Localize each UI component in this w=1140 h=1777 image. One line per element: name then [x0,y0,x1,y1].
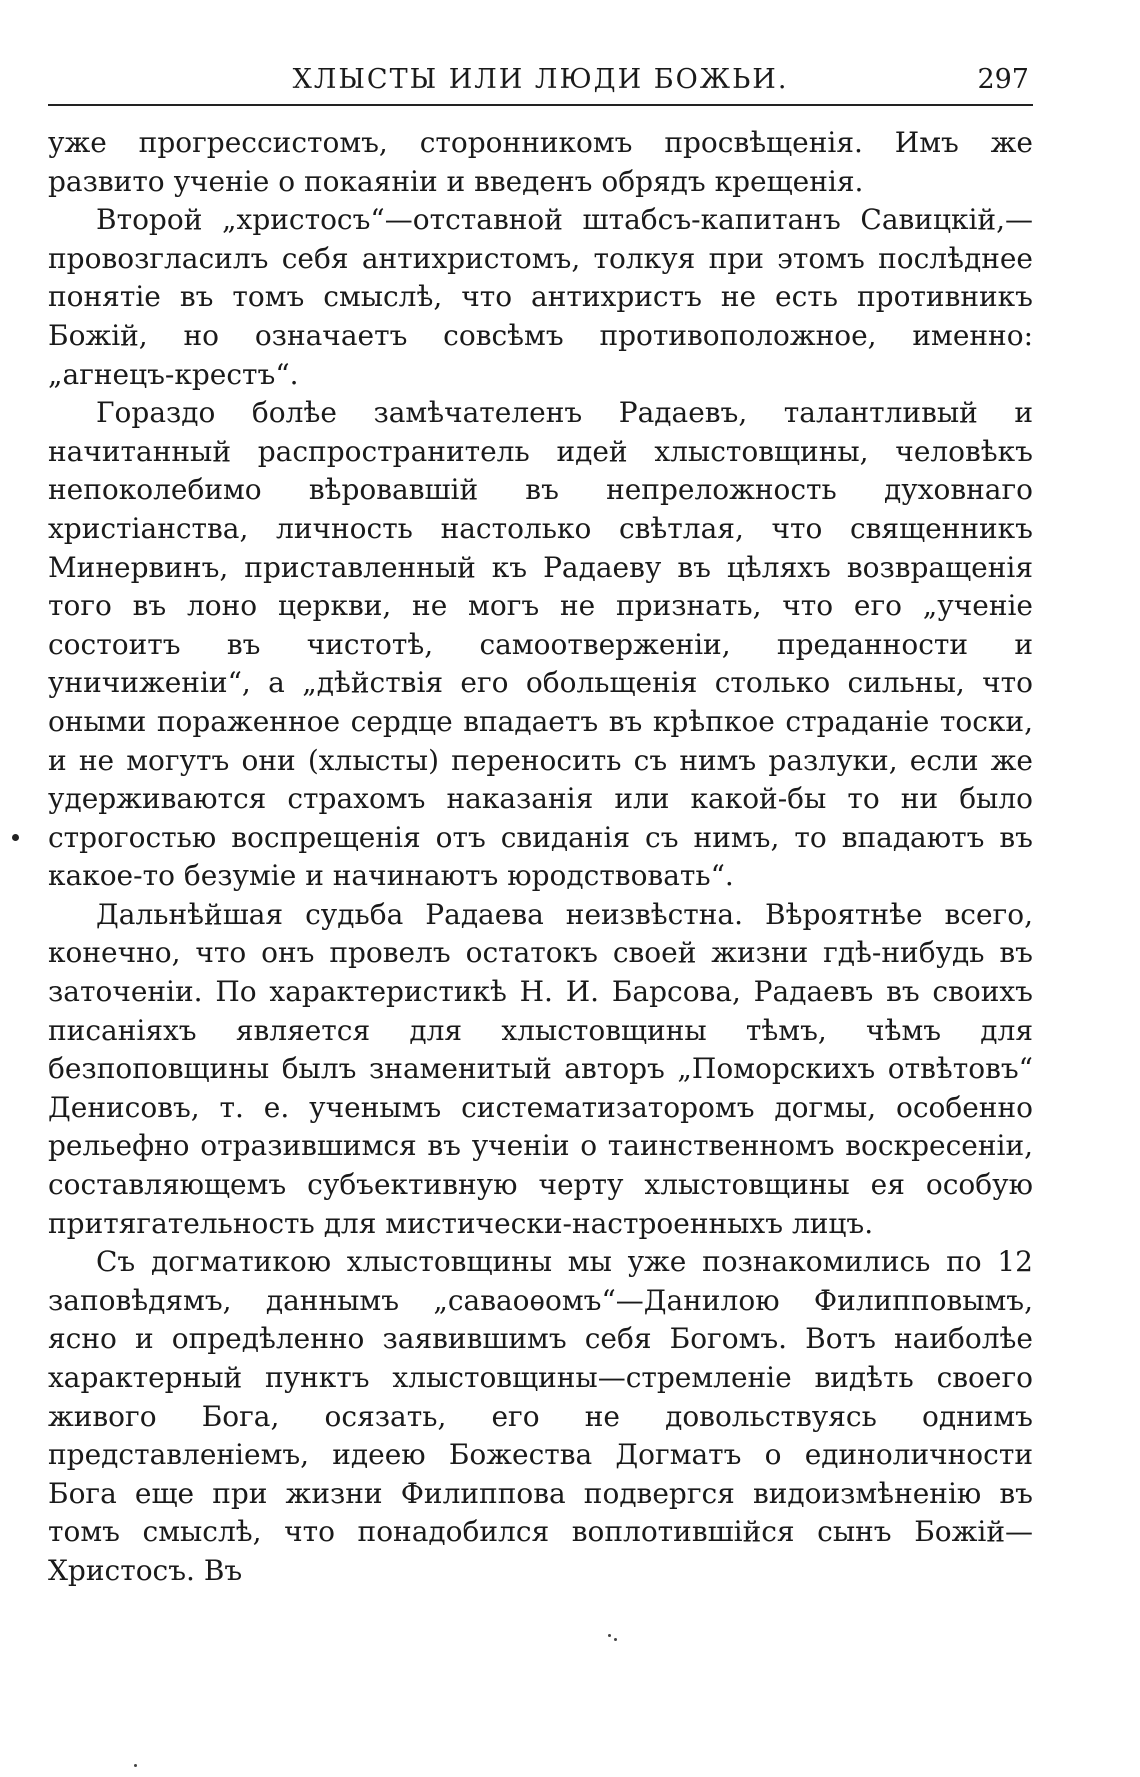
paragraph-radaev-fate: Дальнѣйшая судьба Радаева неизвѣстна. Вѣроятнѣе всего, конечно, что онъ провелъ остатокъ своей жизни гдѣ-нибудь въ заточеніи. По характеристикѣ Н. И. Барсова, Радаевъ въ своихъ писаніяхъ является для хлыстовщины тѣмъ, чѣмъ для безпоповщины былъ знаменитый авторъ „Поморскихъ отвѣтовъ“ Денисовъ, т. е. ученымъ систематизаторомъ догмы, особенно рельефно отразившимся въ ученіи о таинственномъ воскресеніи, составляющемъ субъективную черту хлыстовщины ея особую притягательность для мистически-настроенныхъ лицъ. [48,897,1033,1240]
running-header [48,60,1033,106]
scan-speck [614,1638,617,1641]
scan-speck [134,1764,137,1767]
paragraph-continued: уже прогрессистомъ, сторонникомъ просвѣщенія. Имъ же развито ученіе о покаяніи и введенъ обрядъ крещенія. [48,126,1033,198]
paragraph-radaev: Гораздо болѣе замѣчателенъ Радаевъ, талантливый и начитанный распространитель идей хлыстовщины, человѣкъ непоколебимо вѣровавшій въ непреложность духовнаго христіанства, личность настолько свѣтлая, что священникъ Минервинъ, приставленный къ Радаеву въ цѣляхъ возвращенія того въ лоно церкви, не могъ не признать, что его „ученіе состоитъ въ чистотѣ, самоотверженіи, преданности и уничиженіи“, а „дѣйствія его обольщенія столько сильны, что оными пораженное сердце впадаетъ въ крѣпкое страданіе тоски, и не могутъ они (хлысты) переносить съ нимъ разлуки, если же удерживаются страхомъ наказанія или какой-бы то ни было строгостью воспрещенія отъ свиданія съ нимъ, то впадаютъ въ какое-то безуміе и начинаютъ юродствовать“. [48,396,1033,893]
running-title: ХЛЫСТЫ ИЛИ ЛЮДИ БОЖЬИ. [292,64,789,95]
page-number: 297 [977,64,1029,95]
body-text [48,124,1033,1591]
book-page [48,60,1033,1591]
scan-speck [608,1634,611,1637]
paragraph-dogmatics: Съ догматикою хлыстовщины мы уже познакомились по 12 заповѣдямъ, даннымъ „саваоѳомъ“—Данилою Филипповымъ, ясно и опредѣленно заявившимъ себя Богомъ. Вотъ наиболѣе характерный пунктъ хлыстовщины—стремленіе видѣть своего живого Бога, осязать, его не довольствуясь однимъ представленіемъ, идеею Божества Догматъ о единоличности Бога еще при жизни Филиппова подвергся видоизмѣненію въ томъ смыслѣ, что понадобился воплотившійся сынъ Божій—Христосъ. Въ [48,1245,1033,1587]
margin-dot-mark [12,834,19,841]
paragraph-savitsky: Второй „христосъ“—отставной штабсъ-капитанъ Савицкій,—провозгласилъ себя антихристомъ, толкуя при этомъ послѣднее понятіе въ томъ смыслѣ, что антихристъ не есть противникъ Божій, но означаетъ совсѣмъ противоположное, именно: „агнецъ-крестъ“. [48,203,1033,391]
